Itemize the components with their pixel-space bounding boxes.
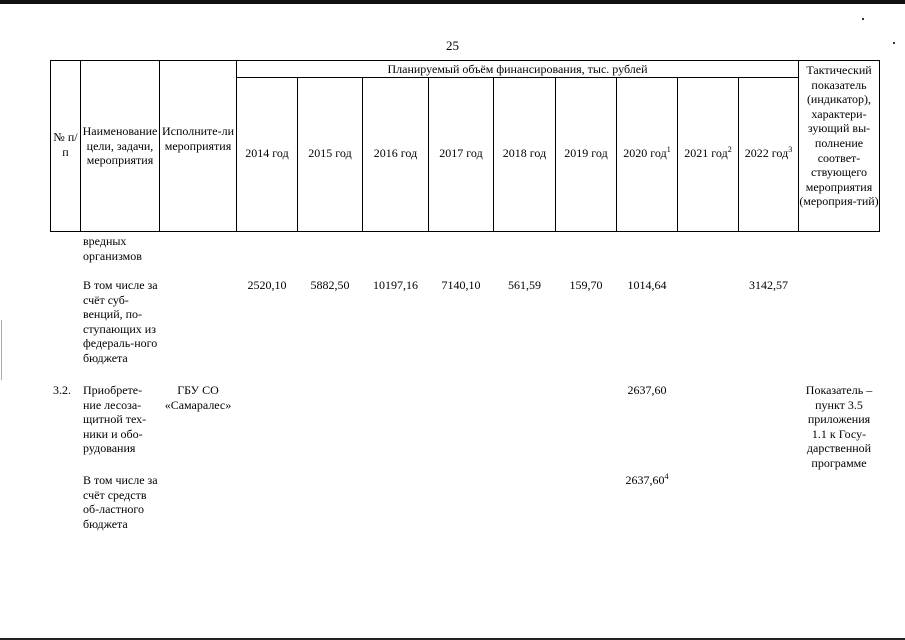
scan-edge-mark <box>1 320 2 380</box>
header-year-2019: 2019 год <box>564 146 608 160</box>
row-name: вредных организмов <box>83 234 142 263</box>
value-2018: 561,59 <box>508 278 541 292</box>
header-group-divider <box>236 77 799 78</box>
footnote-mark: 3 <box>788 145 793 154</box>
value-2020: 2637,60 <box>627 383 667 397</box>
value-2015: 5882,50 <box>310 278 350 292</box>
header-bottom-border <box>50 231 880 232</box>
row-num: 3.2. <box>53 383 71 397</box>
header-year-2017: 2017 год <box>439 146 483 160</box>
header-year-2014: 2014 год <box>245 146 289 160</box>
scan-speck <box>862 18 864 20</box>
value-2020: 2637,60$^4$ <box>625 472 669 487</box>
table-border-right <box>879 60 880 232</box>
footnote-mark: 1 <box>666 145 671 154</box>
page-number: 25 <box>446 38 459 53</box>
value-2014: 2520,10 <box>247 278 287 292</box>
row-indicator: Показатель – пункт 3.5 приложения 1.1 к Госу-дарственной программе <box>805 383 873 470</box>
value-2022: 3142,57 <box>749 278 788 292</box>
header-year-2016: 2016 год <box>373 146 418 160</box>
header-year-2015: 2015 год <box>308 146 352 160</box>
row-name: В том числе за счёт средств об-ластного бюджета <box>83 473 158 531</box>
page-top-border <box>0 0 905 4</box>
row-name: Приобрете-ние лесоза-щитной тех-ники и обо-рудования <box>83 383 147 456</box>
row-executor: ГБУ СО «Самаралес» <box>164 383 232 412</box>
value-2020: 1014,64 <box>627 278 667 292</box>
row-name: В том числе за счёт суб-венций, по-ступающих из федераль-ного бюджета <box>83 278 158 365</box>
header-funding-group: Планируемый объём финансирования, тыс. рублей <box>387 62 648 76</box>
footnote-mark: 4 <box>664 472 669 481</box>
header-year-2020: 2020 год$^1$ <box>623 145 671 160</box>
header-executor: Исполните-ли мероприятия <box>161 124 235 153</box>
header-year-2018: 2018 год <box>502 146 547 160</box>
footnote-mark: 2 <box>727 145 732 154</box>
value-2017: 7140,10 <box>441 278 481 292</box>
value-2016: 10197,16 <box>373 278 418 292</box>
header-name: Наименование цели, задачи, мероприятия <box>82 124 158 168</box>
value-2019: 159,70 <box>569 278 603 292</box>
table-border-top <box>50 60 880 61</box>
header-year-2021: 2021 год$^2$ <box>684 145 732 160</box>
header-indicator: Тактический показатель (индикатор), характери-зующий вы-полнение соответ-ствующего мероприятия (мероприя-тий) <box>799 63 879 209</box>
header-num: № п/п <box>53 130 78 159</box>
header-year-2022: 2022 год$^3$ <box>744 145 793 160</box>
